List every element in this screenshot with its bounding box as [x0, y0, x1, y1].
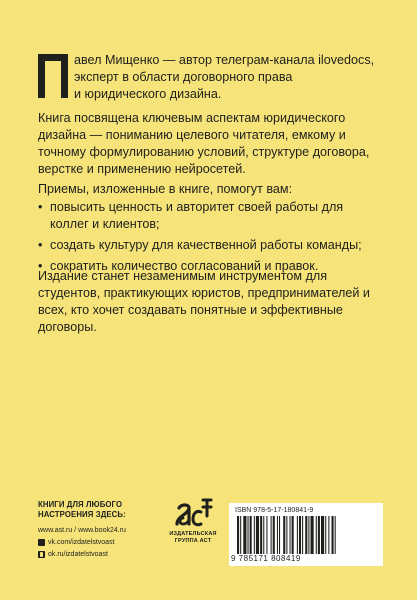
barcode-bar — [273, 516, 275, 554]
barcode-bar — [279, 516, 280, 554]
barcode-bar — [302, 516, 303, 554]
publisher-logo — [165, 496, 221, 558]
barcode-bar — [299, 516, 301, 554]
vk-link[interactable]: vk.com/izdatelstvoast — [38, 536, 143, 548]
list-item: • создать культуру для качественной работы команды; — [38, 237, 384, 254]
footer-links — [38, 500, 143, 560]
barcode-bar — [256, 516, 259, 554]
barcode-digits: 9 785171 808419 — [231, 554, 301, 563]
methods-list — [38, 199, 384, 279]
barcode-bar — [305, 516, 307, 554]
barcode-bar — [321, 516, 324, 554]
author-bio-line-3: и юридического дизайна. — [74, 87, 222, 101]
barcode-bar — [237, 516, 239, 554]
website-links[interactable]: www.ast.ru / www.book24.ru — [38, 526, 126, 534]
barcode-bar — [260, 516, 262, 554]
barcode-bar — [292, 516, 294, 554]
barcode-bar — [250, 516, 252, 554]
barcode-bar — [308, 516, 309, 554]
list-item: • сократить количество согласований и правок. — [38, 258, 384, 275]
barcode-bar — [263, 516, 264, 554]
barcode-bar — [286, 516, 287, 554]
footer-heading: КНИГИ ДЛЯ ЛЮБОГО НАСТРОЕНИЯ ЗДЕСЬ: — [38, 500, 126, 519]
barcode-bar — [248, 516, 249, 554]
barcode-bar — [332, 516, 334, 554]
isbn-number: ISBN 978-5-17-180841-9 — [235, 507, 314, 514]
drop-cap-letter — [38, 54, 68, 98]
barcode-bar — [271, 516, 272, 554]
barcode-icon — [235, 516, 375, 554]
list-item: • повысить ценность и авторитет своей работы для коллег и клиентов; — [38, 199, 384, 233]
ast-logo-icon — [173, 496, 213, 530]
book-description: Книга посвящена ключевым аспектам юридического дизайна — пониманию целевого читателя, емкому и точному формулированию условий, структуре договора, верстке и применению нейросетей. — [38, 111, 370, 176]
barcode-bar — [335, 516, 336, 554]
methods-intro: Приемы, изложенные в книге, помогут вам: — [38, 182, 293, 196]
barcode-bar — [266, 516, 267, 554]
author-bio — [38, 52, 378, 104]
ok-icon — [38, 551, 45, 558]
barcode-bar — [297, 516, 298, 554]
author-bio-line-1: авел Мищенко — автор телеграм-канала ilovedocs, — [74, 53, 375, 67]
barcode-bar — [318, 516, 320, 554]
publisher-caption: ИЗДАТЕЛЬСКАЯ ГРУППА АСТ — [169, 531, 217, 544]
barcode-bar — [277, 516, 278, 554]
barcode-bar — [316, 516, 317, 554]
author-bio-line-2: эксперт в области договорного права — [74, 70, 293, 84]
barcode-bar — [243, 516, 246, 554]
barcode-bar — [325, 516, 326, 554]
barcode-bar — [254, 516, 255, 554]
ok-link[interactable]: ok.ru/izdatelstvoast — [38, 548, 143, 560]
barcode-bar — [328, 516, 329, 554]
vk-icon — [38, 539, 45, 546]
barcode-bar — [290, 516, 291, 554]
barcode-bar — [240, 516, 241, 554]
isbn-barcode-block — [229, 503, 383, 566]
barcode-bar — [311, 516, 314, 554]
barcode-bar — [283, 516, 285, 554]
edition-description: Издание станет незаменимым инструментом для студентов, практикующих юристов, предпринимателей и всех, кто хочет создавать понятные и эффективные договоры. — [38, 269, 370, 334]
